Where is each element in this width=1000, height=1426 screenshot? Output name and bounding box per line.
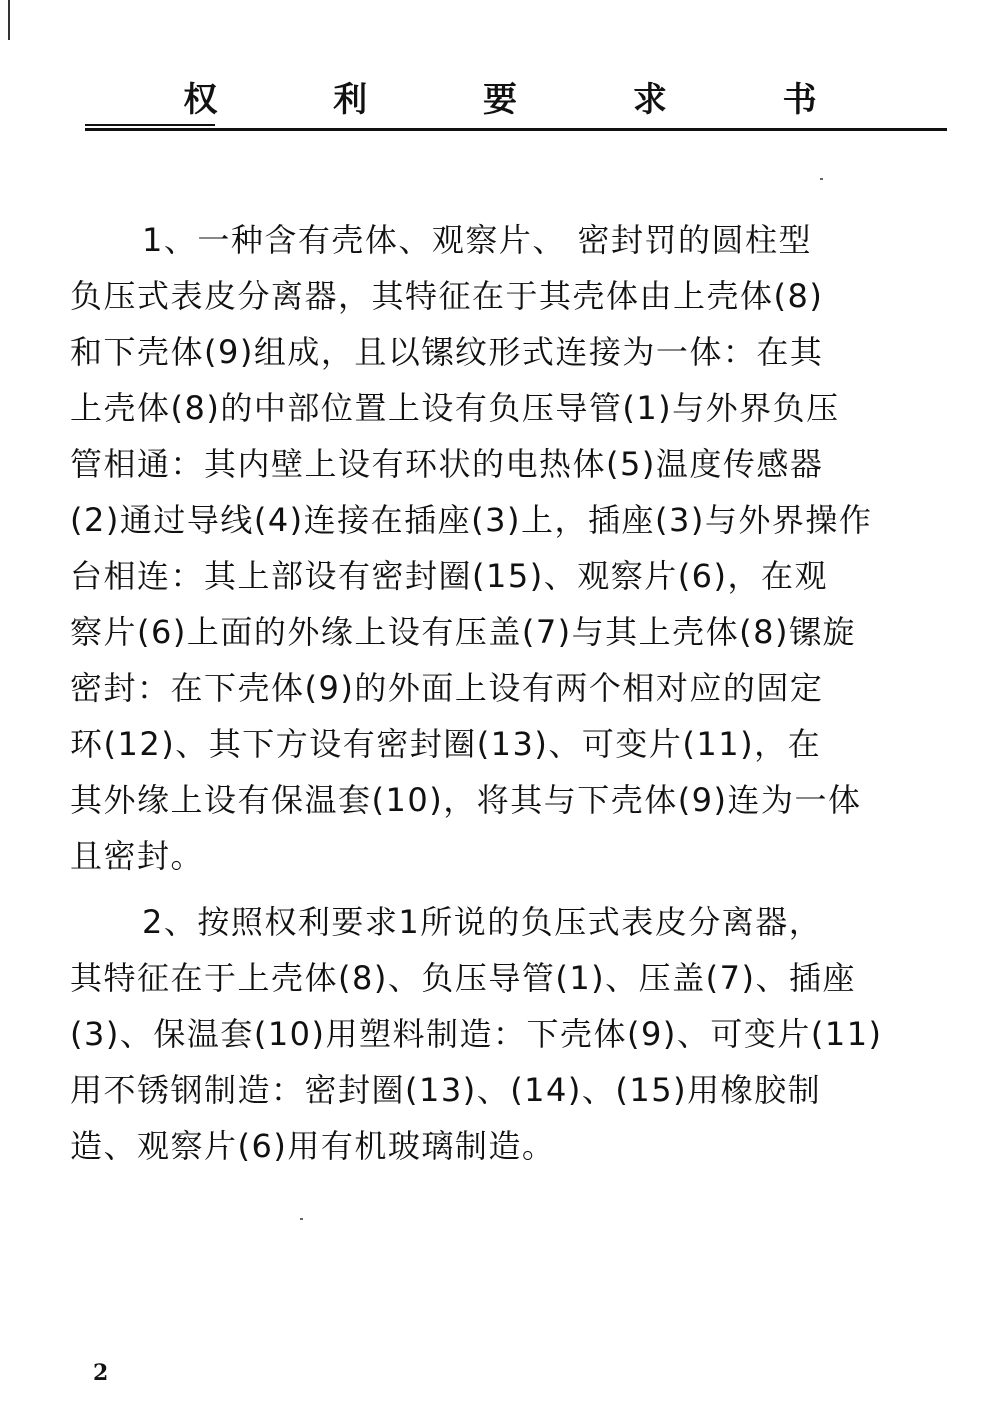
claim-gap	[70, 884, 860, 894]
claim-line: 用不锈钢制造：密封圈(13)、(14)、(15)用橡胶制	[70, 1071, 822, 1109]
scan-speck	[300, 1218, 303, 1220]
claim-line: (2)通过导线(4)连接在插座(3)上，插座(3)与外界操作	[70, 501, 873, 539]
claim-line: 和下壳体(9)组成，且以镙纹形式连接为一体：在其	[70, 333, 824, 371]
claim-line: 负压式表皮分离器，其特征在于其壳体由上壳体(8)	[70, 277, 824, 315]
claim-line: 环(12)、其下方设有密封圈(13)、可变片(11)，在	[70, 725, 822, 763]
claims-body	[70, 212, 883, 1174]
claim-line: 2、按照权利要求1所说的负压式表皮分离器，	[142, 903, 823, 941]
claim-line: 且密封。	[70, 837, 205, 875]
claim-line: 察片(6)上面的外缘上设有压盖(7)与其上壳体(8)镙旋	[70, 613, 856, 651]
claim-2	[70, 894, 883, 1174]
claim-line: 密封：在下壳体(9)的外面上设有两个相对应的固定	[70, 669, 824, 707]
claim-line: 台相连：其上部设有密封圈(15)、观察片(6)，在观	[70, 557, 829, 595]
claim-1	[70, 212, 873, 884]
claim-line: 1、一种含有壳体、观察片、 密封罚的圆柱型	[142, 221, 813, 259]
scan-edge-mark	[8, 0, 10, 40]
claim-line: 管相通：其内壁上设有环状的电热体(5)温度传感器	[70, 445, 824, 483]
scan-speck	[820, 178, 823, 180]
page-title: 权 利 要 求 书	[183, 80, 869, 120]
claim-line: 造、观察片(6)用有机玻璃制造。	[70, 1127, 556, 1165]
title-rule-accent	[85, 124, 215, 126]
claim-line: (3)、保温套(10)用塑料制造：下壳体(9)、可变片(11)	[70, 1015, 883, 1053]
claim-line: 上壳体(8)的中部位置上设有负压导管(1)与外界负压	[70, 389, 840, 427]
claim-line: 其特征在于上壳体(8)、负压导管(1)、压盖(7)、插座	[70, 959, 856, 997]
page-number: 2	[93, 1360, 109, 1386]
title-rule	[85, 128, 947, 131]
claim-line: 其外缘上设有保温套(10)，将其与下壳体(9)连为一体	[70, 781, 862, 819]
